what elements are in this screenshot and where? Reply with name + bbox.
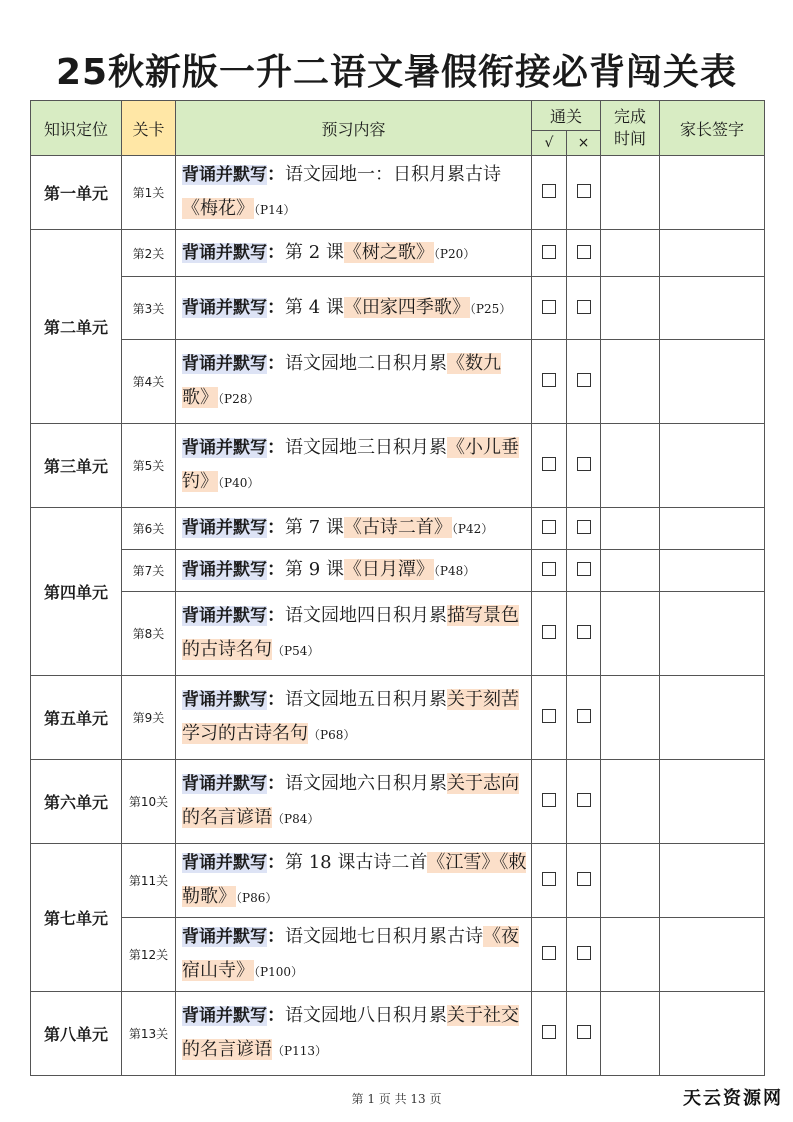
content-cell bbox=[176, 230, 532, 277]
pass-checkbox[interactable] bbox=[532, 156, 567, 230]
checkbox-empty-icon[interactable] bbox=[577, 245, 591, 259]
page-ref: （P25） bbox=[469, 301, 512, 316]
fail-checkbox[interactable] bbox=[567, 992, 601, 1076]
highlight-text: 《梅花》 bbox=[182, 198, 254, 219]
table-row bbox=[31, 277, 765, 340]
fail-checkbox[interactable] bbox=[567, 760, 601, 844]
fail-checkbox[interactable] bbox=[567, 277, 601, 340]
task-label: 背诵并默写 bbox=[182, 1006, 267, 1026]
task-label: 背诵并默写 bbox=[182, 354, 267, 374]
unit-label: 第六单元 bbox=[31, 760, 122, 844]
content-text: 语文园地二日积月累 bbox=[285, 353, 447, 374]
content-cell bbox=[176, 277, 532, 340]
fail-checkbox[interactable] bbox=[567, 340, 601, 424]
highlight-text: 《树之歌》 bbox=[343, 241, 434, 263]
done-time-cell[interactable] bbox=[601, 676, 660, 760]
checkbox-empty-icon[interactable] bbox=[577, 184, 591, 198]
content-cell bbox=[176, 340, 532, 424]
checkbox-empty-icon[interactable] bbox=[542, 300, 556, 314]
content-cell bbox=[176, 992, 532, 1076]
sign-cell[interactable] bbox=[660, 277, 765, 340]
checkbox-empty-icon[interactable] bbox=[542, 872, 556, 886]
fail-checkbox[interactable] bbox=[567, 508, 601, 550]
task-label: 背诵并默写 bbox=[182, 165, 267, 185]
checkbox-empty-icon[interactable] bbox=[577, 793, 591, 807]
checklist-table bbox=[30, 100, 765, 1076]
page-footer: 第 1 页 共 13 页 bbox=[351, 1092, 442, 1106]
checkbox-empty-icon[interactable] bbox=[577, 457, 591, 471]
sign-cell[interactable] bbox=[660, 676, 765, 760]
pass-checkbox[interactable] bbox=[532, 508, 567, 550]
fail-checkbox[interactable] bbox=[567, 844, 601, 918]
content-text: 第 18 课古诗二首 bbox=[285, 852, 428, 873]
sign-cell[interactable] bbox=[660, 918, 765, 992]
content-cell bbox=[176, 550, 532, 592]
sign-cell[interactable] bbox=[660, 844, 765, 918]
done-time-cell[interactable] bbox=[601, 592, 660, 676]
colon: ： bbox=[267, 241, 285, 263]
content-text: 第 7 课 bbox=[285, 517, 344, 538]
done-time-cell[interactable] bbox=[601, 340, 660, 424]
sign-cell[interactable] bbox=[660, 340, 765, 424]
pass-checkbox[interactable] bbox=[532, 592, 567, 676]
pass-checkbox[interactable] bbox=[532, 676, 567, 760]
level-label: 第13关 bbox=[122, 992, 176, 1076]
unit-label: 第三单元 bbox=[31, 424, 122, 508]
highlight-text: 《古诗二首》 bbox=[343, 517, 452, 538]
unit-label: 第二单元 bbox=[31, 230, 122, 424]
highlight-text: 《数九歌》 bbox=[182, 353, 501, 408]
pass-checkbox[interactable] bbox=[532, 918, 567, 992]
table-row bbox=[31, 760, 765, 844]
checkbox-empty-icon[interactable] bbox=[542, 709, 556, 723]
page-ref: （P40） bbox=[218, 476, 260, 490]
page-ref: （P68） bbox=[308, 728, 356, 742]
header-sign: 家长签字 bbox=[660, 101, 765, 156]
fail-checkbox[interactable] bbox=[567, 230, 601, 277]
pass-checkbox[interactable] bbox=[532, 550, 567, 592]
task-label: 背诵并默写 bbox=[182, 927, 267, 947]
table-row bbox=[31, 424, 765, 508]
task-label: 背诵并默写 bbox=[182, 560, 267, 580]
fail-checkbox[interactable] bbox=[567, 918, 601, 992]
table-row bbox=[31, 676, 765, 760]
content-text: 语文园地四日积月累 bbox=[285, 605, 447, 626]
pass-checkbox[interactable] bbox=[532, 230, 567, 277]
task-label: 背诵并默写 bbox=[182, 774, 267, 794]
task-label: 背诵并默写 bbox=[182, 518, 267, 538]
level-label: 第1关 bbox=[122, 156, 176, 230]
page-ref: （P48） bbox=[433, 564, 476, 578]
table-row bbox=[31, 550, 765, 592]
task-label: 背诵并默写 bbox=[182, 438, 267, 458]
highlight-text: 《日月潭》 bbox=[343, 559, 434, 580]
checkbox-empty-icon[interactable] bbox=[577, 562, 591, 576]
page-ref: （P42） bbox=[451, 522, 494, 536]
unit-label: 第一单元 bbox=[31, 156, 122, 230]
level-label: 第8关 bbox=[122, 592, 176, 676]
level-label: 第4关 bbox=[122, 340, 176, 424]
table-row bbox=[31, 992, 765, 1076]
level-label: 第9关 bbox=[122, 676, 176, 760]
pass-checkbox[interactable] bbox=[532, 277, 567, 340]
done-time-cell[interactable] bbox=[601, 230, 660, 277]
sign-cell[interactable] bbox=[660, 424, 765, 508]
colon: ： bbox=[267, 353, 285, 374]
header-stage: 关卡 bbox=[122, 101, 176, 156]
sign-cell[interactable] bbox=[660, 156, 765, 230]
colon: ： bbox=[267, 773, 285, 794]
checkbox-empty-icon[interactable] bbox=[542, 1025, 556, 1039]
header-position: 知识定位 bbox=[31, 101, 122, 156]
done-time-cell[interactable] bbox=[601, 760, 660, 844]
checkbox-empty-icon[interactable] bbox=[542, 946, 556, 960]
fail-checkbox[interactable] bbox=[567, 156, 601, 230]
checkbox-empty-icon[interactable] bbox=[577, 709, 591, 723]
fail-checkbox[interactable] bbox=[567, 550, 601, 592]
level-label: 第5关 bbox=[122, 424, 176, 508]
content-cell bbox=[176, 156, 532, 230]
colon: ： bbox=[267, 437, 285, 458]
colon: ： bbox=[267, 926, 285, 947]
page-title: 25秋新版一升二语文暑假衔接必背闯关表 bbox=[55, 52, 738, 93]
done-time-cell[interactable] bbox=[601, 550, 660, 592]
content-cell bbox=[176, 508, 532, 550]
content-text: 语文园地五日积月累 bbox=[285, 689, 447, 710]
task-label: 背诵并默写 bbox=[182, 297, 267, 318]
fail-checkbox[interactable] bbox=[567, 424, 601, 508]
level-label: 第6关 bbox=[122, 508, 176, 550]
done-time-cell[interactable] bbox=[601, 424, 660, 508]
highlight-text: 《田家四季歌》 bbox=[343, 296, 470, 318]
fail-checkbox[interactable] bbox=[567, 592, 601, 676]
pass-checkbox[interactable] bbox=[532, 844, 567, 918]
table-row bbox=[31, 230, 765, 277]
done-time-cell[interactable] bbox=[601, 844, 660, 918]
content-text: 语文园地七日积月累古诗 bbox=[285, 926, 483, 947]
unit-label: 第四单元 bbox=[31, 508, 122, 676]
pass-checkbox[interactable] bbox=[532, 760, 567, 844]
sign-cell[interactable] bbox=[660, 592, 765, 676]
checkbox-empty-icon[interactable] bbox=[577, 1025, 591, 1039]
pass-checkbox[interactable] bbox=[532, 340, 567, 424]
content-cell bbox=[176, 592, 532, 676]
page-ref: （P54） bbox=[272, 644, 320, 658]
highlight-text: 描写景色的古诗名句 bbox=[182, 605, 519, 660]
colon: ： bbox=[267, 689, 285, 710]
sign-cell[interactable] bbox=[660, 230, 765, 277]
pass-checkbox[interactable] bbox=[532, 424, 567, 508]
checkbox-empty-icon[interactable] bbox=[542, 245, 556, 259]
checkbox-empty-icon[interactable] bbox=[542, 457, 556, 471]
colon: ： bbox=[267, 296, 285, 318]
done-time-cell[interactable] bbox=[601, 508, 660, 550]
checkbox-empty-icon[interactable] bbox=[542, 562, 556, 576]
header-cross: × bbox=[567, 131, 601, 156]
table-row bbox=[31, 508, 765, 550]
header-pass: 通关 bbox=[532, 101, 601, 131]
unit-label: 第八单元 bbox=[31, 992, 122, 1076]
checkbox-empty-icon[interactable] bbox=[542, 520, 556, 534]
task-label: 背诵并默写 bbox=[182, 242, 267, 263]
table-row bbox=[31, 592, 765, 676]
done-time-cell[interactable] bbox=[601, 918, 660, 992]
content-cell bbox=[176, 918, 532, 992]
table-row bbox=[31, 340, 765, 424]
table-row bbox=[31, 844, 765, 918]
content-text: 语文园地一：日积月累古诗 bbox=[285, 164, 501, 185]
colon: ： bbox=[267, 1005, 285, 1026]
highlight-text: 《小儿垂钓》 bbox=[182, 437, 519, 492]
done-time-cell[interactable] bbox=[601, 156, 660, 230]
header-content: 预习内容 bbox=[176, 101, 532, 156]
highlight-text: 关于志向的名言谚语 bbox=[182, 773, 519, 828]
highlight-text: 《夜宿山寺》 bbox=[182, 926, 519, 981]
page-ref: （P28） bbox=[218, 392, 260, 406]
pass-checkbox[interactable] bbox=[532, 992, 567, 1076]
checkbox-empty-icon[interactable] bbox=[542, 184, 556, 198]
level-label: 第11关 bbox=[122, 844, 176, 918]
content-text: 语文园地八日积月累 bbox=[285, 1005, 447, 1026]
level-label: 第2关 bbox=[122, 230, 176, 277]
table-row bbox=[31, 918, 765, 992]
content-cell bbox=[176, 844, 532, 918]
highlight-text: 关于刻苦学习的古诗名句 bbox=[182, 689, 519, 744]
done-time-cell[interactable] bbox=[601, 992, 660, 1076]
checkbox-empty-icon[interactable] bbox=[577, 872, 591, 886]
content-cell bbox=[176, 424, 532, 508]
header-done: 完成时间 bbox=[601, 101, 660, 156]
page-ref: （P20） bbox=[433, 246, 476, 261]
content-text: 第 4 课 bbox=[285, 296, 344, 318]
page-ref: （P86） bbox=[236, 891, 278, 905]
checkbox-empty-icon[interactable] bbox=[542, 373, 556, 387]
page-ref: （P100） bbox=[254, 965, 303, 979]
content-text: 语文园地三日积月累 bbox=[285, 437, 447, 458]
checkbox-empty-icon[interactable] bbox=[577, 946, 591, 960]
done-time-cell[interactable] bbox=[601, 277, 660, 340]
page-ref: （P84） bbox=[272, 812, 320, 826]
highlight-text: 《敕勒歌》 bbox=[182, 852, 527, 907]
level-label: 第10关 bbox=[122, 760, 176, 844]
unit-label: 第七单元 bbox=[31, 844, 122, 992]
content-text: 第 9 课 bbox=[285, 559, 344, 580]
colon: ： bbox=[267, 852, 285, 873]
unit-label: 第五单元 bbox=[31, 676, 122, 760]
colon: ： bbox=[267, 164, 285, 185]
content-cell bbox=[176, 676, 532, 760]
level-label: 第7关 bbox=[122, 550, 176, 592]
content-cell bbox=[176, 760, 532, 844]
level-label: 第12关 bbox=[122, 918, 176, 992]
sign-cell[interactable] bbox=[660, 760, 765, 844]
colon: ： bbox=[267, 559, 285, 580]
checkbox-empty-icon[interactable] bbox=[542, 793, 556, 807]
sign-cell[interactable] bbox=[660, 508, 765, 550]
content-text: 第 2 课 bbox=[285, 241, 344, 263]
checkbox-empty-icon[interactable] bbox=[577, 625, 591, 639]
brand-watermark: 天云资源网 bbox=[683, 1088, 783, 1109]
task-label: 背诵并默写 bbox=[182, 690, 267, 710]
checkbox-empty-icon[interactable] bbox=[577, 520, 591, 534]
highlight-text: 《江雪》 bbox=[427, 852, 500, 873]
checkbox-empty-icon[interactable] bbox=[577, 300, 591, 314]
colon: ： bbox=[267, 605, 285, 626]
task-label: 背诵并默写 bbox=[182, 606, 267, 626]
sign-cell[interactable] bbox=[660, 550, 765, 592]
level-label: 第3关 bbox=[122, 277, 176, 340]
content-text: 语文园地六日积月累 bbox=[285, 773, 447, 794]
header-check: √ bbox=[532, 131, 567, 156]
task-label: 背诵并默写 bbox=[182, 853, 267, 873]
page-ref: （P14） bbox=[254, 203, 296, 217]
checkbox-empty-icon[interactable] bbox=[542, 625, 556, 639]
checkbox-empty-icon[interactable] bbox=[577, 373, 591, 387]
table-row bbox=[31, 156, 765, 230]
fail-checkbox[interactable] bbox=[567, 676, 601, 760]
colon: ： bbox=[267, 517, 285, 538]
sign-cell[interactable] bbox=[660, 992, 765, 1076]
highlight-text: 关于社交的名言谚语 bbox=[182, 1005, 519, 1060]
page-ref: （P113） bbox=[272, 1044, 327, 1058]
